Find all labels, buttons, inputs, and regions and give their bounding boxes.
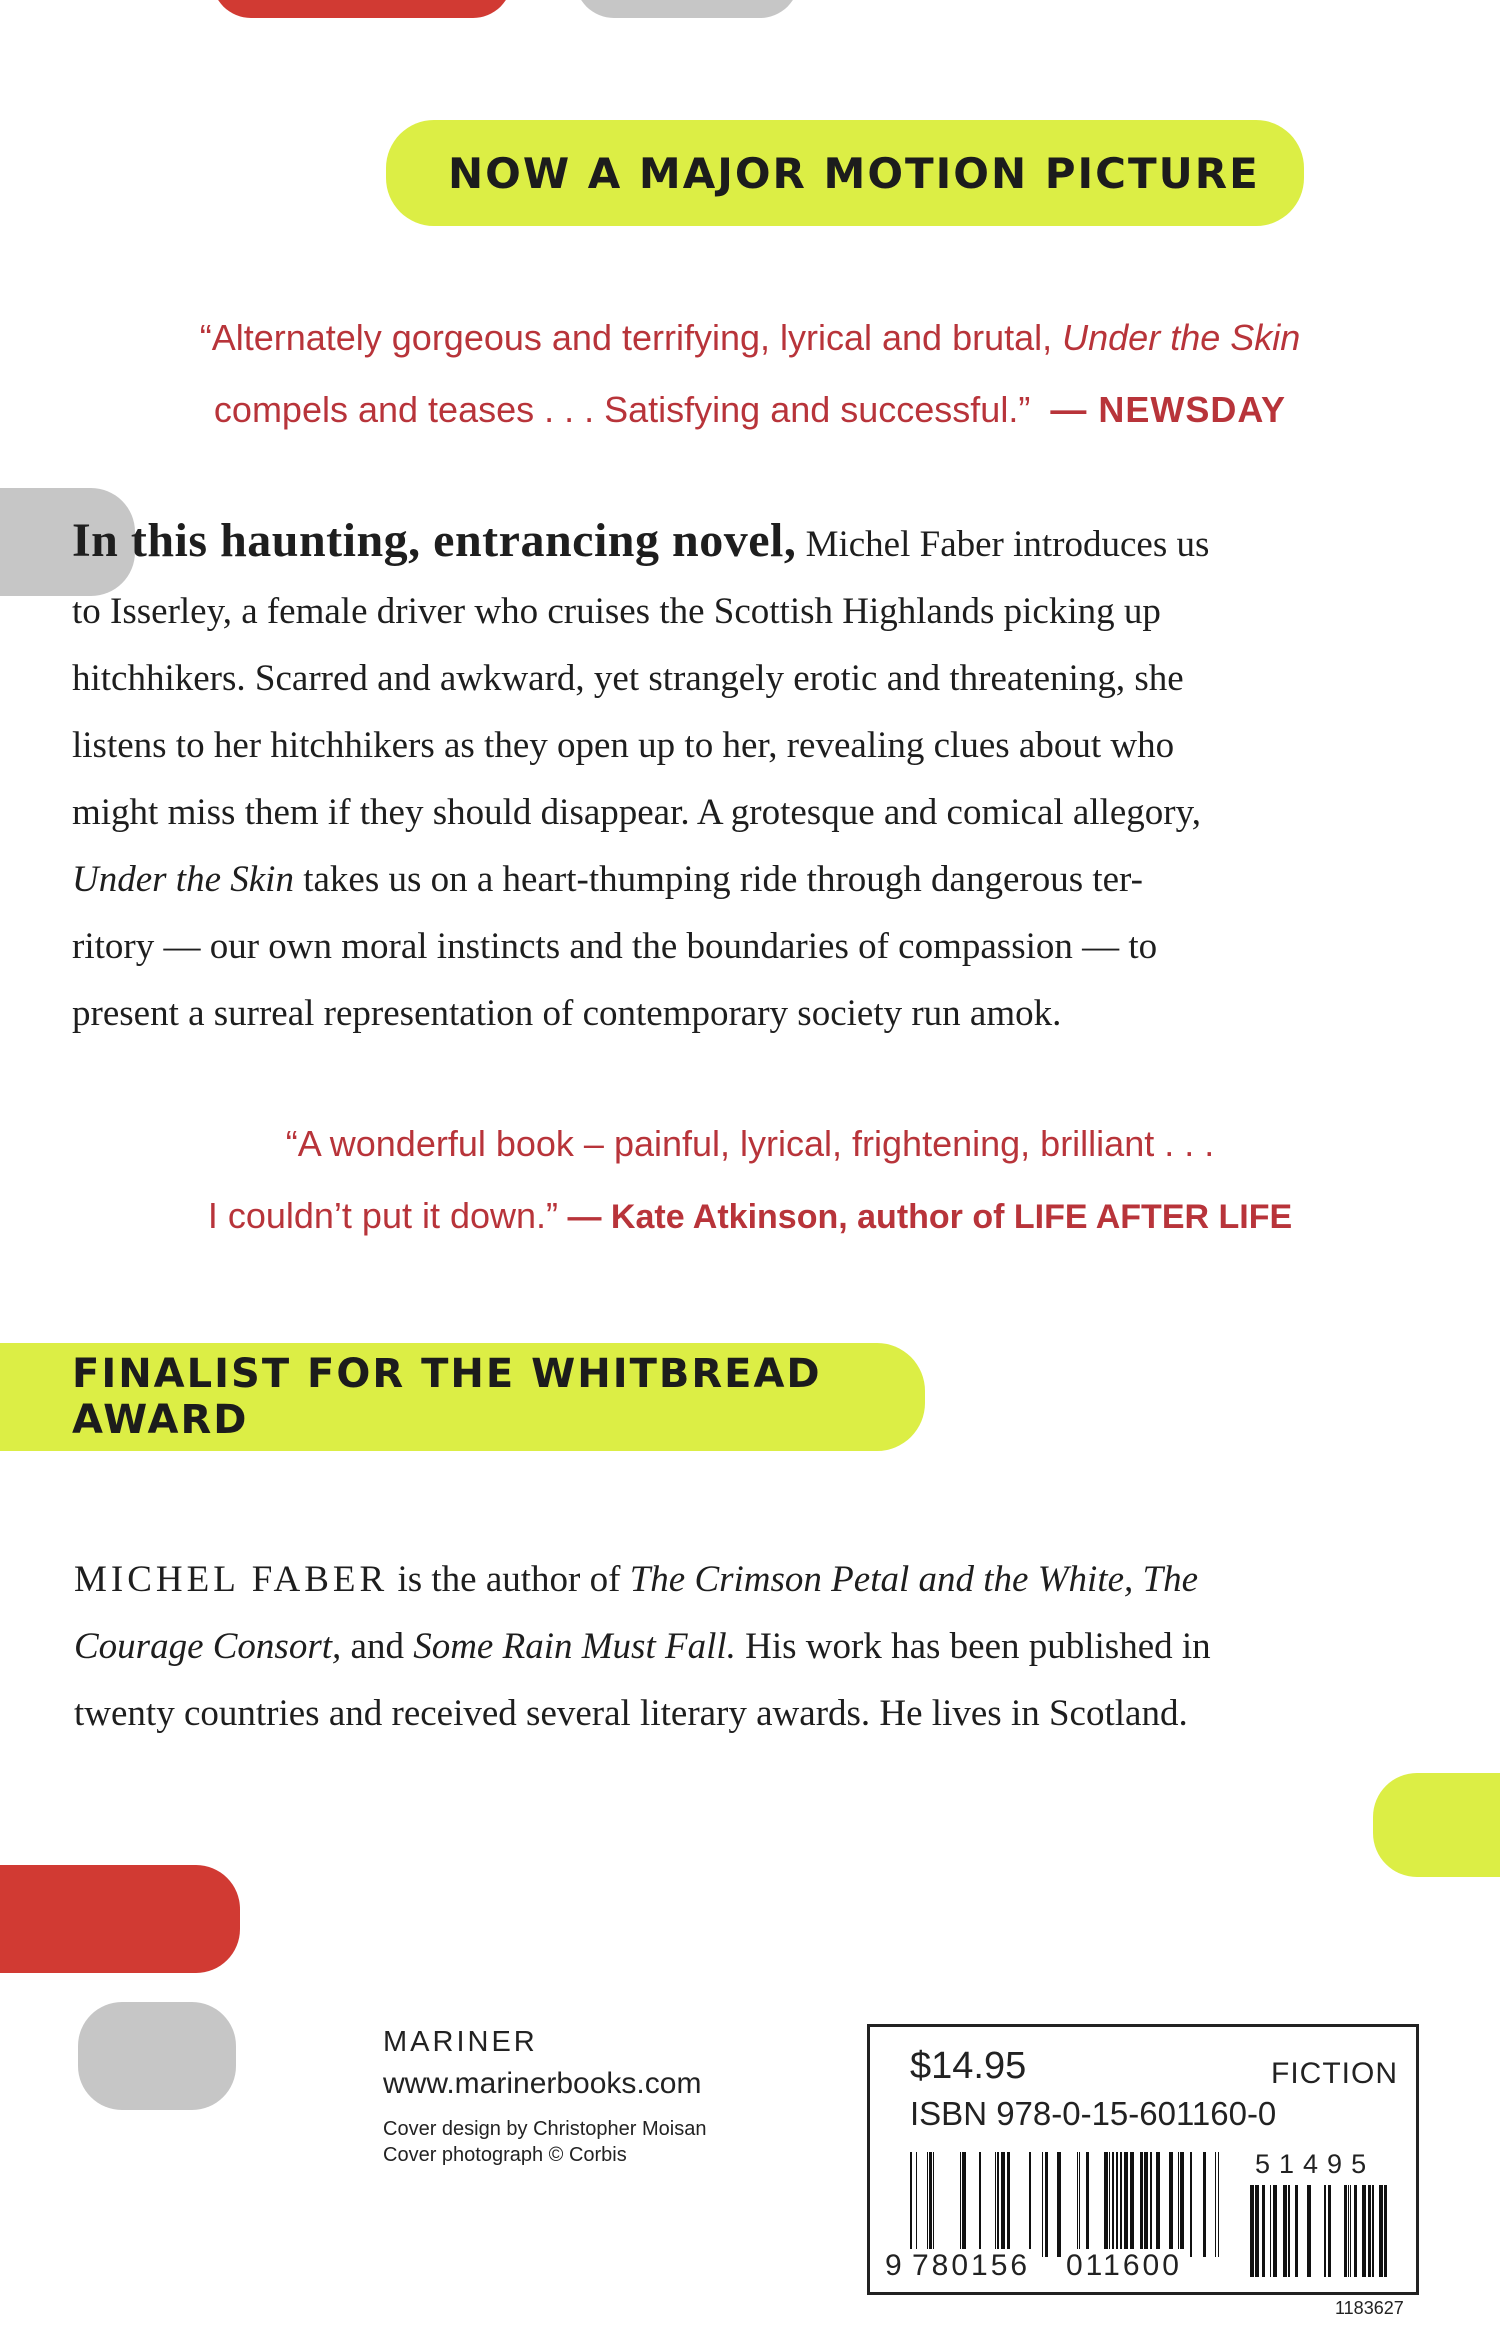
author-bio-text: His work has been published in (735, 1626, 1211, 1667)
barcode-bar (1045, 2152, 1048, 2257)
barcode-bar (1344, 2185, 1347, 2277)
barcode-bar (1350, 2185, 1351, 2277)
barcode-bar (997, 2152, 999, 2257)
whitbread-banner (0, 1343, 925, 1451)
barcode-bar (1203, 2152, 1206, 2257)
barcode-bar (1270, 2185, 1271, 2277)
barcode-bar (1156, 2152, 1160, 2257)
barcode-bar (1354, 2185, 1357, 2277)
description-line-7: ritory — our own moral instincts and the boundaries of compassion — to (72, 926, 1158, 967)
barcode-bar (1328, 2185, 1331, 2277)
barcode-bar (1042, 2152, 1043, 2257)
publisher-name: MARINER (383, 2026, 538, 2058)
barcode-bar (1086, 2152, 1089, 2257)
barcode-bar (1218, 2152, 1219, 2257)
barcode-bar (1262, 2185, 1265, 2277)
barcode-bar (927, 2152, 928, 2257)
atkinson-quote-line2 (0, 1180, 1500, 1253)
barcode-bar (1295, 2185, 1298, 2277)
barcode-bar (995, 2152, 996, 2257)
inventory-code: 1183627 (1335, 2298, 1404, 2318)
barcode-bar (962, 2152, 966, 2257)
barcode-bar (1288, 2185, 1290, 2277)
gray-pill-bottom (78, 2002, 236, 2110)
description-line-5: might miss them if they should disappear. A grotesque and comical allegory, (72, 792, 1201, 833)
publisher-block (383, 2022, 707, 2168)
author-name: MICHEL FABER (74, 1559, 389, 1600)
barcode-bar (1348, 2185, 1349, 2277)
barcode-bar (1104, 2152, 1108, 2257)
barcode-bar (1273, 2185, 1277, 2277)
barcode-bar (1180, 2152, 1184, 2257)
description-lead: In this haunting, entrancing novel, (72, 514, 797, 567)
barcode-bar (1109, 2152, 1110, 2257)
whitbread-banner-text: FINALIST FOR THE WHITBREAD AWARD (72, 1351, 822, 1443)
barcode-bar (1150, 2152, 1152, 2257)
barcode-bar (1140, 2152, 1143, 2257)
newsday-quote-line2 (0, 374, 1500, 446)
barcode-bar (1368, 2185, 1371, 2277)
cover-photo-credit: Cover photograph © Corbis (383, 2144, 627, 2166)
motion-picture-banner (386, 120, 1304, 226)
barcode-bar (1130, 2152, 1134, 2257)
gray-pill-top (575, 0, 799, 18)
author-bio-text: is the author of (388, 1559, 630, 1600)
price: $14.95 (910, 2045, 1027, 2087)
barcode-bar (1372, 2185, 1374, 2277)
ean-digits-group-1: 780156 (912, 2249, 1031, 2282)
description-line-8: present a surreal representation of contemporary society run amok. (72, 993, 1062, 1034)
newsday-quote-text-2: compels and teases . . . Satisfying and successful.” (213, 389, 1031, 430)
ean-digits-group-2: 011600 (1066, 2249, 1182, 2282)
atkinson-quote-line1: “A wonderful book – painful, lyrical, frightening, brilliant . . . (285, 1123, 1215, 1164)
barcode-bar (1283, 2185, 1287, 2277)
newsday-quote-line1 (0, 302, 1500, 374)
barcode-bar (1077, 2152, 1078, 2257)
barcode-bar (1079, 2152, 1080, 2257)
author-bio (74, 1546, 1414, 1747)
publisher-url: www.marinerbooks.com (383, 2067, 702, 2100)
author-book-title-1: The Crimson Petal and the White, The (629, 1559, 1199, 1600)
barcode-bar (1307, 2185, 1311, 2277)
barcode-bar (1120, 2152, 1122, 2257)
barcode-bar (1029, 2152, 1031, 2257)
red-pill-top (212, 0, 512, 18)
author-bio-line-1 (74, 1546, 1414, 1613)
barcode-bar (1112, 2152, 1114, 2257)
barcode-bar (929, 2152, 932, 2257)
barcode-bar (1255, 2185, 1259, 2277)
isbn-text: ISBN 978-0-15-601160-0 (910, 2095, 1277, 2132)
description-line-4: listens to her hitchhikers as they open up to her, revealing clues about who (72, 725, 1175, 766)
barcode-bar (1116, 2152, 1118, 2257)
atkinson-quote-source: — Kate Atkinson, author of LIFE AFTER LIFE (558, 1198, 1293, 1236)
author-bio-line-2 (74, 1613, 1414, 1680)
description-line-1 (72, 507, 1412, 578)
newsday-quote-title: Under the Skin (1062, 317, 1301, 358)
newsday-quote (0, 302, 1500, 446)
description-title: Under the Skin (72, 859, 294, 900)
barcode-bar (1324, 2185, 1326, 2277)
barcode-bar (1250, 2185, 1254, 2277)
barcode-bar (916, 2152, 917, 2257)
barcode-bar (1169, 2152, 1173, 2257)
barcode-bar (1190, 2152, 1192, 2257)
barcode-bar (933, 2152, 934, 2257)
price-addon-digits: 51495 (1255, 2149, 1376, 2179)
barcode-bar (1215, 2152, 1216, 2257)
author-bio-text: and (341, 1626, 414, 1667)
description-line-2: to Isserley, a female driver who cruises the Scottish Highlands picking up (72, 591, 1161, 632)
description-text: Michel Faber introduces us (796, 524, 1210, 565)
barcode-bar (1379, 2185, 1383, 2277)
barcode-bar (1007, 2152, 1010, 2257)
category-label: FICTION (1271, 2057, 1398, 2090)
atkinson-quote (0, 1108, 1500, 1253)
barcode-bar (1362, 2185, 1366, 2277)
cover-design-credit: Cover design by Christopher Moisan (383, 2118, 707, 2140)
ean-digit-first: 9 (885, 2249, 902, 2282)
description-text: takes us on a heart-thumping ride through dangerous ter- (293, 859, 1143, 900)
author-book-title-2: Courage Consort, (74, 1626, 342, 1667)
barcode-bar (1001, 2152, 1005, 2257)
barcode-bar (910, 2152, 912, 2257)
barcode-bar (1124, 2152, 1128, 2257)
description-line-3: hitchhikers. Scarred and awkward, yet strangely erotic and threatening, she (72, 658, 1184, 699)
barcode-bar (1057, 2152, 1061, 2257)
barcode-bar (1144, 2152, 1148, 2257)
newsday-quote-source: — NEWSDAY (1050, 389, 1287, 430)
atkinson-quote-text: I couldn’t put it down.” (207, 1195, 559, 1236)
red-pill-bottom (0, 1865, 240, 1973)
barcode-box (867, 2024, 1419, 2295)
author-bio-line-3: twenty countries and received several literary awards. He lives in Scotland. (74, 1693, 1188, 1734)
barcode-bar (979, 2152, 981, 2257)
newsday-quote-text-1: “Alternately gorgeous and terrifying, lyrical and brutal, (199, 317, 1063, 358)
motion-picture-banner-text: NOW A MAJOR MOTION PICTURE (448, 148, 1260, 198)
lime-pill-right (1373, 1773, 1500, 1877)
book-description (72, 507, 1412, 1047)
barcode-bar (1178, 2152, 1179, 2257)
author-book-title-3: Some Rain Must Fall. (413, 1626, 736, 1667)
barcode-bar (1384, 2185, 1387, 2277)
barcode-bar (960, 2152, 961, 2257)
description-line-6 (72, 846, 1412, 913)
